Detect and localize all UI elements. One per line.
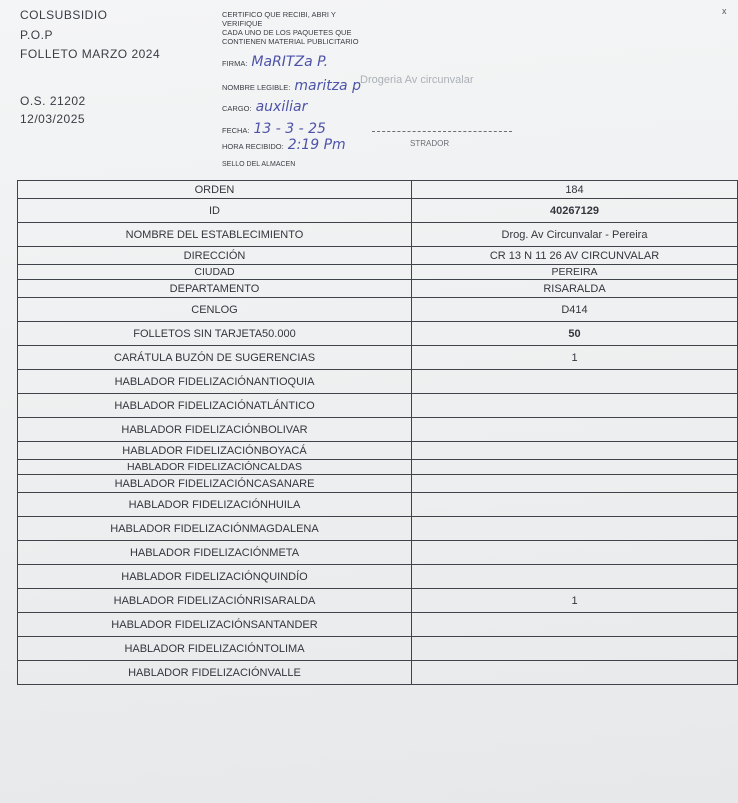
- firma-field: [222, 54, 328, 70]
- row-value: [412, 661, 738, 685]
- row-value: 1: [412, 346, 738, 370]
- row-value: 50: [412, 322, 738, 346]
- stamp-text: STRADOR: [410, 139, 450, 148]
- row-label: HABLADOR FIDELIZACIÓNANTIOQUIA: [18, 370, 412, 394]
- row-label: NOMBRE DEL ESTABLECIMIENTO: [18, 223, 412, 247]
- cargo-handwriting: auxiliar: [255, 99, 308, 115]
- row-value: D414: [412, 298, 738, 322]
- row-label: HABLADOR FIDELIZACIÓNTOLIMA: [18, 637, 412, 661]
- divider-dashed: [372, 131, 512, 132]
- table-row: [18, 493, 738, 517]
- folleto-title: FOLLETO MARZO 2024: [20, 47, 161, 61]
- document-date: 12/03/2025: [20, 112, 86, 126]
- row-label: ORDEN: [18, 181, 412, 199]
- row-value: [412, 613, 738, 637]
- row-value: [412, 565, 738, 589]
- row-label: HABLADOR FIDELIZACIÓNBOYACÁ: [18, 442, 412, 460]
- row-value: 184: [412, 181, 738, 199]
- row-label: HABLADOR FIDELIZACIÓNMETA: [18, 541, 412, 565]
- table-row: [18, 475, 738, 493]
- table-row: [18, 199, 738, 223]
- fecha-label: FECHA:: [222, 126, 250, 135]
- company-name: COLSUBSIDIO: [20, 8, 108, 22]
- hora-label: HORA RECIBIDO:: [222, 142, 284, 151]
- certificate-line: CONTIENEN MATERIAL PUBLICITARIO: [222, 37, 359, 46]
- row-value: PEREIRA: [412, 265, 738, 280]
- corner-mark: x: [722, 6, 727, 16]
- row-label: HABLADOR FIDELIZACIÓNHUILA: [18, 493, 412, 517]
- cargo-label: CARGO:: [222, 104, 252, 113]
- row-value: [412, 394, 738, 418]
- nombre-label: NOMBRE LEGIBLE:: [222, 83, 291, 92]
- hora-handwriting: 2:19 Pm: [287, 137, 346, 153]
- row-value: 1: [412, 589, 738, 613]
- service-order: O.S. 21202: [20, 94, 86, 108]
- row-label: HABLADOR FIDELIZACIÓNCASANARE: [18, 475, 412, 493]
- row-label: DEPARTAMENTO: [18, 280, 412, 298]
- table-row: [18, 613, 738, 637]
- table-row: [18, 442, 738, 460]
- row-value: [412, 637, 738, 661]
- table-row: [18, 589, 738, 613]
- table-row: [18, 517, 738, 541]
- row-value: [412, 475, 738, 493]
- row-label: HABLADOR FIDELIZACIÓNRISARALDA: [18, 589, 412, 613]
- table-row: [18, 247, 738, 265]
- nombre-field: [222, 78, 361, 94]
- table-row: [18, 223, 738, 247]
- row-value: [412, 442, 738, 460]
- table-row: [18, 280, 738, 298]
- table-row: [18, 460, 738, 475]
- firma-handwriting: MaRITZa P.: [251, 54, 329, 70]
- row-value: [412, 517, 738, 541]
- table-row: [18, 181, 738, 199]
- row-value: [412, 460, 738, 475]
- row-label: CARÁTULA BUZÓN DE SUGERENCIAS: [18, 346, 412, 370]
- row-label: ID: [18, 199, 412, 223]
- row-label: HABLADOR FIDELIZACIÓNQUINDÍO: [18, 565, 412, 589]
- row-label: HABLADOR FIDELIZACIÓNCALDAS: [18, 460, 412, 475]
- table-row: [18, 394, 738, 418]
- table-row: [18, 418, 738, 442]
- certificate-text: [222, 10, 412, 46]
- table-row: [18, 541, 738, 565]
- table-row: [18, 346, 738, 370]
- table-row: [18, 565, 738, 589]
- row-label: CENLOG: [18, 298, 412, 322]
- sello-label: SELLO DEL ALMACEN: [222, 161, 296, 168]
- table-row: [18, 298, 738, 322]
- row-label: HABLADOR FIDELIZACIÓNATLÁNTICO: [18, 394, 412, 418]
- row-label: CIUDAD: [18, 265, 412, 280]
- table-row: [18, 661, 738, 685]
- certificate-line: VERIFIQUE: [222, 19, 263, 28]
- certificate-line: CERTIFICO QUE RECIBI, ABRI Y: [222, 10, 336, 19]
- nombre-overprint: Drogeria Av circunvalar: [360, 74, 474, 86]
- firma-label: FIRMA:: [222, 59, 248, 68]
- fecha-handwriting: 13 - 3 - 25: [253, 121, 326, 137]
- row-label: DIRECCIÓN: [18, 247, 412, 265]
- row-value: [412, 370, 738, 394]
- fecha-field: [222, 121, 326, 137]
- table-row: [18, 265, 738, 280]
- table-row: [18, 370, 738, 394]
- table-row: [18, 322, 738, 346]
- row-value: [412, 418, 738, 442]
- row-value: CR 13 N 11 26 AV CIRCUNVALAR: [412, 247, 738, 265]
- table-row: [18, 637, 738, 661]
- delivery-table: [17, 180, 738, 685]
- row-value: 40267129: [412, 199, 738, 223]
- row-value: [412, 493, 738, 517]
- cargo-field: [222, 99, 307, 115]
- row-label: HABLADOR FIDELIZACIÓNVALLE: [18, 661, 412, 685]
- row-label: FOLLETOS SIN TARJETA50.000: [18, 322, 412, 346]
- row-value: RISARALDA: [412, 280, 738, 298]
- row-label: HABLADOR FIDELIZACIÓNBOLIVAR: [18, 418, 412, 442]
- nombre-handwriting: maritza p: [294, 78, 361, 94]
- hora-field: [222, 137, 346, 153]
- certificate-line: CADA UNO DE LOS PAQUETES QUE: [222, 28, 352, 37]
- row-label: HABLADOR FIDELIZACIÓNSANTANDER: [18, 613, 412, 637]
- row-value: Drog. Av Circunvalar - Pereira: [412, 223, 738, 247]
- row-label: HABLADOR FIDELIZACIÓNMAGDALENA: [18, 517, 412, 541]
- row-value: [412, 541, 738, 565]
- pop-label: P.O.P: [20, 28, 53, 42]
